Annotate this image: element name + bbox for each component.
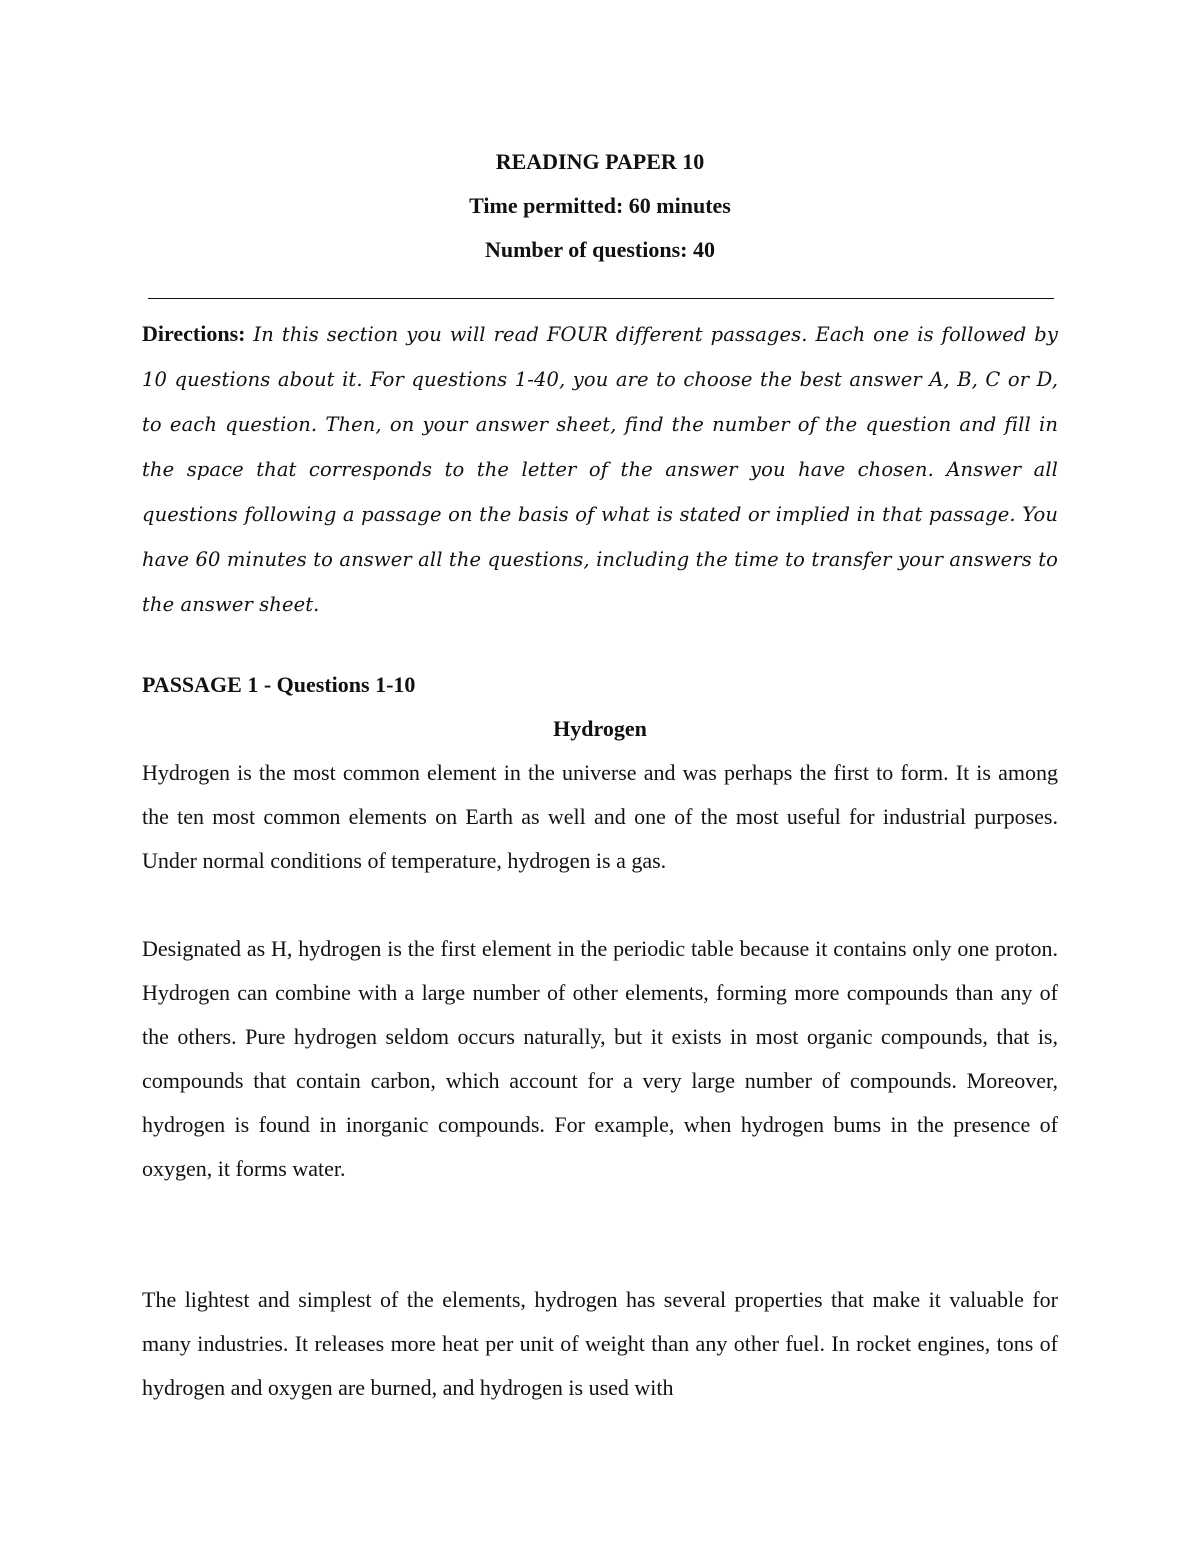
passage-paragraph: The lightest and simplest of the elements, hydrogen has several properties that make it valuable for many industries. It releases more heat per unit of weight than any other fuel. In rocket engines, tons of hydrogen and oxygen are burned, and hydrogen is used with [142, 1287, 1058, 1400]
directions-block [142, 312, 1058, 627]
passage-paragraph: Designated as H, hydrogen is the first element in the periodic table because it contains only one proton. Hydrogen can combine with a large number of other elements, forming more compounds than any of the others. Pure hydrogen seldom occurs naturally, but it exists in most organic compounds, that is, compounds that contain carbon, which account for a very large number of compounds. Moreover, hydrogen is found in inorganic compounds. For example, when hydrogen bums in the presence of oxygen, it forms water. [142, 936, 1058, 1181]
time-permitted: Time permitted: 60 minutes [469, 193, 731, 218]
paper-title: READING PAPER 10 [495, 149, 705, 174]
document-header [142, 140, 1058, 272]
passage-header: PASSAGE 1 - Questions 1-10 [142, 672, 416, 697]
passage-paragraph: Hydrogen is the most common element in the universe and was perhaps the first to form. It is among the ten most common elements on Earth as well and one of the most useful for industrial purposes. Under normal conditions of temperature, hydrogen is a gas. [142, 760, 1058, 873]
directions-label: Directions: [142, 321, 246, 346]
directions-text: In this section you will read FOUR different passages. Each one is followed by 10 questions about it. For questions 1-40, you are to choose the best answer A, B, C or D, to each question. Then, on your answer sheet, find the number of the question and fill in the space that corresponds to the letter of the answer you have chosen. Answer all questions following a passage on the basis of what is stated or implied in that passage. You have 60 minutes to answer all the questions, including the time to transfer your answers to the answer sheet. [142, 323, 1058, 616]
separator-rule [148, 298, 1054, 299]
passage-title: Hydrogen [553, 716, 647, 741]
number-of-questions: Number of questions: 40 [484, 237, 715, 262]
